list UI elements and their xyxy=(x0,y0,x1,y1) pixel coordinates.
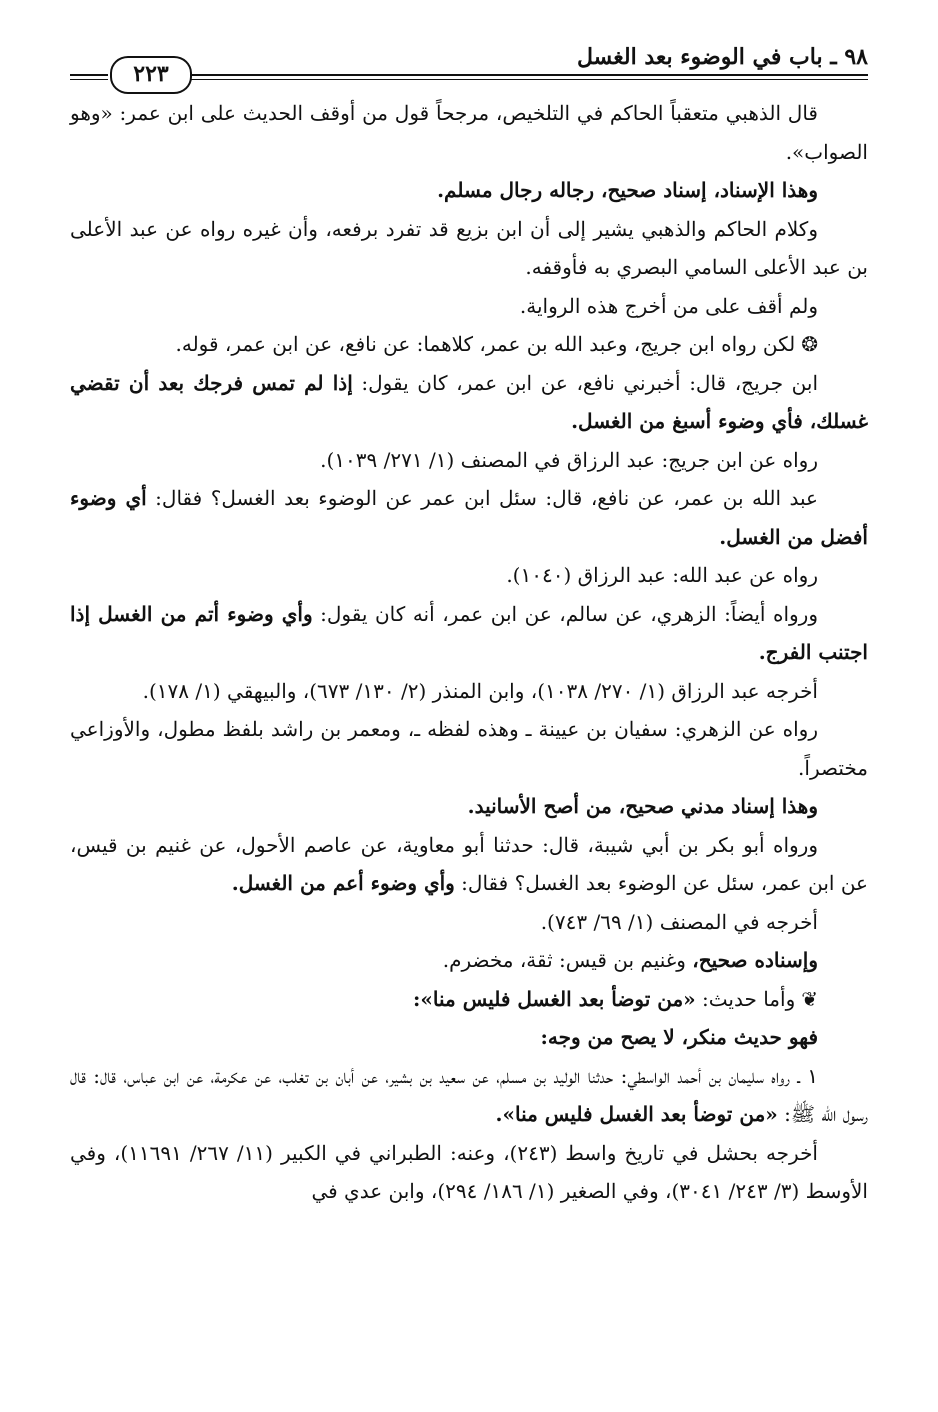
paragraph-6-quote: إذا لم تمس فرجك بعد أن تقضي غسلك، فأي وضوء أسبغ من الغسل. xyxy=(70,370,868,433)
page-body xyxy=(70,94,868,1211)
chapter-title: ٩٨ ـ باب في الوضوء بعد الغسل xyxy=(576,44,868,70)
paragraph-5-text: لكن رواه ابن جريج، وعبد الله بن عمر، كلاهما: عن نافع، عن ابن عمر، قوله. xyxy=(175,332,796,356)
paragraph-11: أخرجه عبد الرزاق (١/ ٢٧٠/ ١٠٣٨)، وابن المنذر (٢/ ١٣٠/ ٦٧٣)، والبيهقي (١/ ١٧٨). xyxy=(142,678,818,703)
paragraph-13: وهذا إسناد مدني صحيح، من أصح الأسانيد. xyxy=(467,794,818,818)
paragraph-10 xyxy=(70,595,868,672)
header-rule xyxy=(190,74,868,80)
paragraph-4: ولم أقف على من أخرج هذه الرواية. xyxy=(519,293,818,318)
paragraph-6 xyxy=(70,364,868,441)
paragraph-17-quote: «من توضأ بعد الغسل فليس منا»: xyxy=(413,986,696,1011)
paragraph-14-quote: وأي وضوء أعم من الغسل. xyxy=(231,871,455,895)
paragraph-2: وهذا الإسناد، إسناد صحيح، رجاله رجال مسلم. xyxy=(437,178,818,202)
paragraph-16-bold: وإسناده صحيح، xyxy=(692,948,818,972)
paragraph-7: رواه عن ابن جريج: عبد الرزاق في المصنف (١/ ٢٧١/ ١٠٣٩). xyxy=(320,447,818,472)
paragraph-12: رواه عن الزهري: سفيان بن عيينة ـ وهذه لفظه ـ، ومعمر بن راشد بلفظ مطول، والأوزاعي مختصراً. xyxy=(70,717,868,780)
paragraph-1: قال الذهبي متعقباً الحاكم في التلخيص، مرجحاً قول من أوقف الحديث على ابن عمر: «وهو الصواب». xyxy=(70,101,868,164)
leaf-ornament-icon: ❦ xyxy=(801,986,818,1011)
paragraph-16-text: وغنيم بن قيس: ثقة، مخضرم. xyxy=(442,948,693,972)
paragraph-15: أخرجه في المصنف (١/ ٦٩/ ٧٤٣). xyxy=(540,909,818,934)
paragraph-5 xyxy=(70,325,868,364)
paragraph-3: وكلام الحاكم والذهبي يشير إلى أن ابن بزيع قد تفرد برفعه، وأن غيره رواه عن عبد الأعلى بن عبد الأعلى السامي البصري به فأوقفه. xyxy=(70,216,868,279)
paragraph-14 xyxy=(70,826,868,903)
page-number: ٢٢٣ xyxy=(110,56,192,94)
paragraph-10-quote: وأي وضوء أتم من الغسل إذا اجتنب الفرج. xyxy=(70,601,868,664)
paragraph-17 xyxy=(70,980,868,1019)
paragraph-8 xyxy=(70,479,868,556)
paragraph-18: فهو حديث منكر، لا يصح من وجه: xyxy=(540,1025,818,1049)
header-rule-left xyxy=(70,74,108,80)
paragraph-16 xyxy=(70,941,868,980)
paragraph-20: أخرجه بحشل في تاريخ واسط (٢٤٣)، وعنه: الطبراني في الكبير (١١/ ٢٦٧/ ١١٦٩١)، وفي الأوسط (٣/ ٢٤٣/ ٣٠٤١)، وفي الصغير (١/ ١٨٦/ ٢٩٤)، وابن عدي في xyxy=(70,1140,868,1203)
paragraph-19-text: ١ ـ رواه سليمان بن أحمد الواسطي: حدثنا الوليد بن مسلم، عن سعيد بن بشير، عن أبان بن تغلب، عن عكرمة، عن ابن عباس، قال: قال رسول الله ﷺ: xyxy=(70,1063,868,1126)
paragraph-10-text: ورواه أيضاً: الزهري، عن سالم، عن ابن عمر، أنه كان يقول: xyxy=(312,601,818,626)
paragraph-19 xyxy=(70,1057,868,1134)
paragraph-19-quote: «من توضأ بعد الغسل فليس منا». xyxy=(495,1102,778,1126)
paragraph-8-text: عبد الله بن عمر، عن نافع، قال: سئل ابن عمر عن الوضوء بعد الغسل؟ فقال: xyxy=(146,486,818,510)
page-header xyxy=(70,38,868,86)
paragraph-17-text: وأما حديث: xyxy=(695,986,796,1011)
paragraph-8-quote: أي وضوء أفضل من الغسل. xyxy=(70,486,868,549)
paragraph-9: رواه عن عبد الله: عبد الرزاق (١٠٤٠). xyxy=(506,563,818,587)
paragraph-14-text: ورواه أبو بكر بن أبي شيبة، قال: حدثنا أبو معاوية، عن عاصم الأحول، عن غنيم بن قيس، عن ابن عمر، سئل عن الوضوء بعد الغسل؟ فقال: xyxy=(70,832,868,895)
paragraph-6-text: ابن جريج، قال: أخبرني نافع، عن ابن عمر، كان يقول: xyxy=(352,370,818,395)
ornament-bullet-icon: ❂ xyxy=(801,332,818,356)
